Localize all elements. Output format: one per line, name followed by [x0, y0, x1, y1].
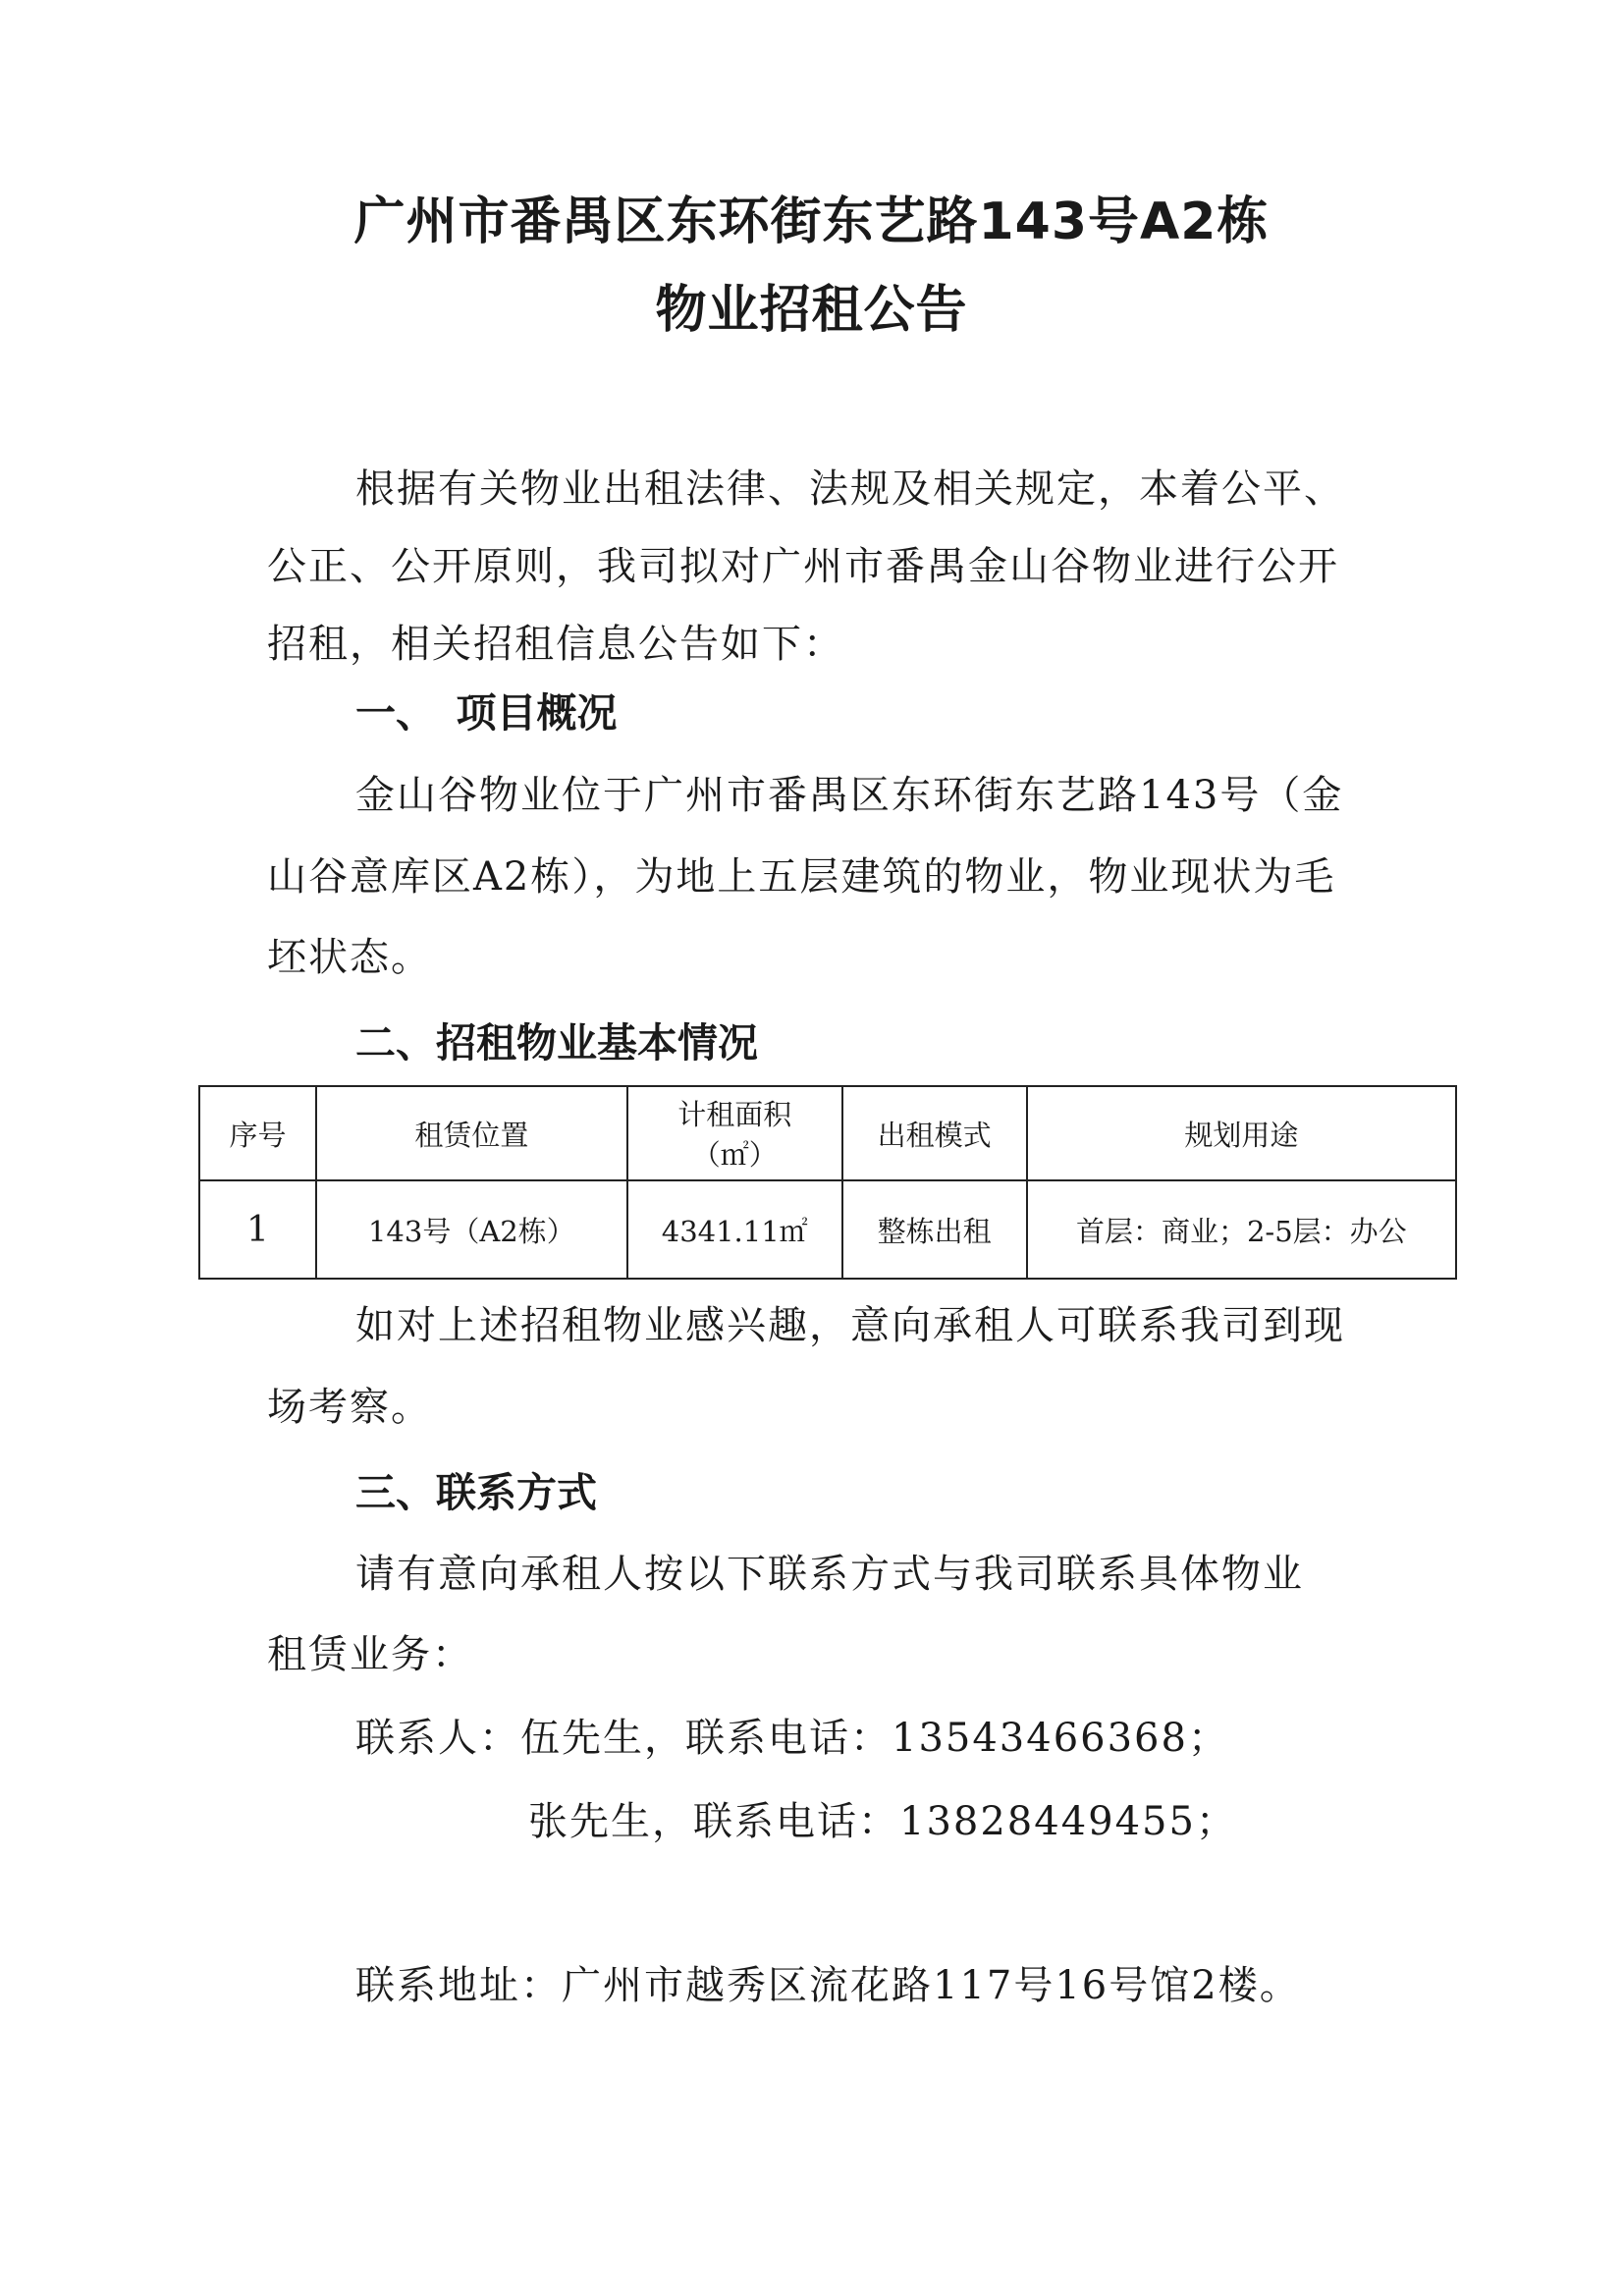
header-area-line-2: （㎡）	[691, 1138, 778, 1172]
table-header-row	[199, 1086, 1456, 1180]
document-title-line-2: 物业招租公告	[655, 281, 968, 340]
contact-person-1: 联系人：伍先生，联系电话：13543466368；	[355, 1716, 1229, 1761]
section-3-heading: 三、联系方式	[355, 1469, 597, 1516]
section-1-line-3: 坯状态。	[267, 935, 432, 980]
header-area	[627, 1086, 842, 1180]
cell-usage: 首层：商业；2-5层：办公	[1027, 1180, 1456, 1279]
header-seq: 序号	[199, 1086, 316, 1180]
section-2-after-line-1: 如对上述招租物业感兴趣，意向承租人可联系我司到现	[355, 1303, 1345, 1348]
cell-location: 143号（A2栋）	[316, 1180, 627, 1279]
contact-person-2: 张先生，联系电话：13828449455；	[528, 1799, 1237, 1844]
header-area-line-1: 计租面积	[677, 1098, 792, 1131]
header-usage: 规划用途	[1027, 1086, 1456, 1180]
rental-property-table	[198, 1085, 1457, 1280]
header-mode: 出租模式	[842, 1086, 1027, 1180]
section-1-line-1: 金山谷物业位于广州市番禺区东环街东艺路143号（金	[355, 773, 1344, 818]
intro-line-1: 根据有关物业出租法律、法规及相关规定，本着公平、	[355, 466, 1345, 512]
section-2-after-line-2: 场考察。	[267, 1385, 432, 1430]
cell-mode: 整栋出租	[842, 1180, 1027, 1279]
section-3-line-1: 请有意向承租人按以下联系方式与我司联系具体物业	[355, 1552, 1304, 1597]
section-1-line-2: 山谷意库区A2栋），为地上五层建筑的物业，物业现状为毛	[267, 854, 1336, 900]
cell-seq: 1	[199, 1180, 316, 1279]
contact-address: 联系地址：广州市越秀区流花路117号16号馆2楼。	[355, 1963, 1301, 2008]
section-1-heading: 一、 项目概况	[355, 689, 618, 737]
section-2-heading: 二、招租物业基本情况	[355, 1019, 758, 1066]
cell-area: 4341.11㎡	[627, 1180, 842, 1279]
intro-line-3: 招租，相关招租信息公告如下：	[267, 622, 844, 667]
intro-line-2: 公正、公开原则，我司拟对广州市番禺金山谷物业进行公开	[267, 544, 1339, 589]
document-title-line-1: 广州市番禺区东环街东艺路143号A2栋	[353, 192, 1270, 251]
section-3-line-2: 租赁业务：	[267, 1632, 473, 1677]
header-location: 租赁位置	[316, 1086, 627, 1180]
table-row	[199, 1180, 1456, 1279]
